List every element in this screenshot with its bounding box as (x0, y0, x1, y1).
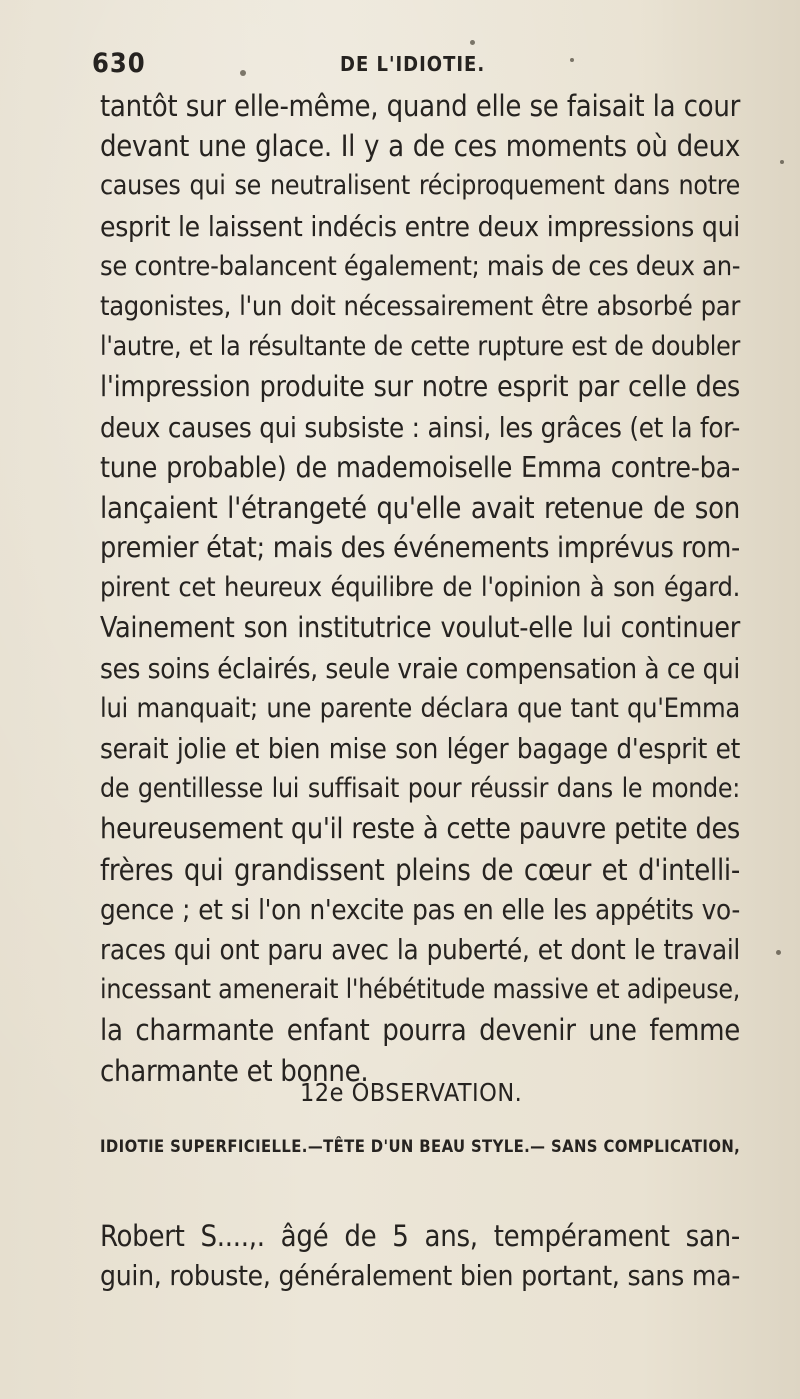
body-paragraph-2 (100, 1216, 740, 1296)
print-speck (776, 950, 781, 955)
text-line: lançaient l'étrangeté qu'elle avait retenue de son (100, 490, 740, 525)
text-line: Robert S....,. âgé de 5 ans, tempérament san- (100, 1219, 740, 1253)
body-paragraph (100, 86, 740, 1091)
text-line: pirent cet heureux équilibre de l'opinion à son égard. (100, 572, 740, 604)
print-speck (570, 58, 574, 62)
text-line: esprit le laissent indécis entre deux impressions qui (100, 209, 740, 243)
text-line: tantôt sur elle-même, quand elle se faisait la cour (100, 89, 740, 123)
text-line: se contre-balancent également; mais de ces deux an- (100, 250, 741, 282)
text-line: Vainement son institutrice voulut-elle lui continuer (100, 611, 740, 645)
text-line: ses soins éclairés, seule vraie compensation à ce qui (100, 652, 740, 685)
text-line: de gentillesse lui suffisait pour réussir dans le monde: (100, 773, 740, 805)
text-line: deux causes qui subsiste : ainsi, les grâces (et la for- (100, 411, 740, 444)
text-line: devant une glace. Il y a de ces moments où deux (100, 129, 740, 164)
text-line: incessant amenerait l'hébétitude massive et adipeuse, (100, 974, 740, 1006)
text-line: frères qui grandissent pleins de cœur et d'intelli- (100, 852, 740, 887)
text-line: l'autre, et la résultante de cette rupture est de doubler (100, 331, 740, 363)
text-line: charmante et bonne. (100, 1053, 369, 1088)
text-line: la charmante enfant pourra devenir une femme (100, 1013, 740, 1048)
text-line: races qui ont paru avec la puberté, et dont le travail (100, 933, 740, 966)
section-title: 12e OBSERVATION. (300, 1078, 523, 1107)
text-line: serait jolie et bien mise son léger bagage d'esprit et (100, 733, 740, 765)
text-line: guin, robuste, généralement bien portant, sans ma- (100, 1259, 740, 1293)
print-speck (240, 70, 246, 76)
text-line: premier état; mais des événements imprévus rom- (100, 531, 740, 565)
text-line: gence ; et si l'on n'excite pas en elle les appétits vo- (100, 893, 740, 926)
text-line: heureusement qu'il reste à cette pauvre petite des (100, 812, 740, 846)
text-line: causes qui se neutralisent réciproquement dans notre (100, 170, 740, 202)
running-head (92, 48, 712, 88)
text-line: tagonistes, l'un doit nécessairement être absorbé par (100, 290, 740, 322)
section-subtitle: IDIOTIE SUPERFICIELLE.—TÊTE D'UN BEAU STYLE.— SANS COMPLICATION, (100, 1137, 741, 1156)
text-line: l'impression produite sur notre esprit par celle des (100, 370, 740, 404)
page-number: 630 (92, 48, 146, 79)
print-speck (780, 160, 784, 164)
text-line: lui manquait; une parente déclara que tant qu'Emma (100, 692, 740, 724)
print-speck (470, 40, 475, 45)
running-title: DE L'IDIOTIE. (340, 52, 486, 76)
text-line: tune probable) de mademoiselle Emma contre-ba- (100, 450, 740, 484)
